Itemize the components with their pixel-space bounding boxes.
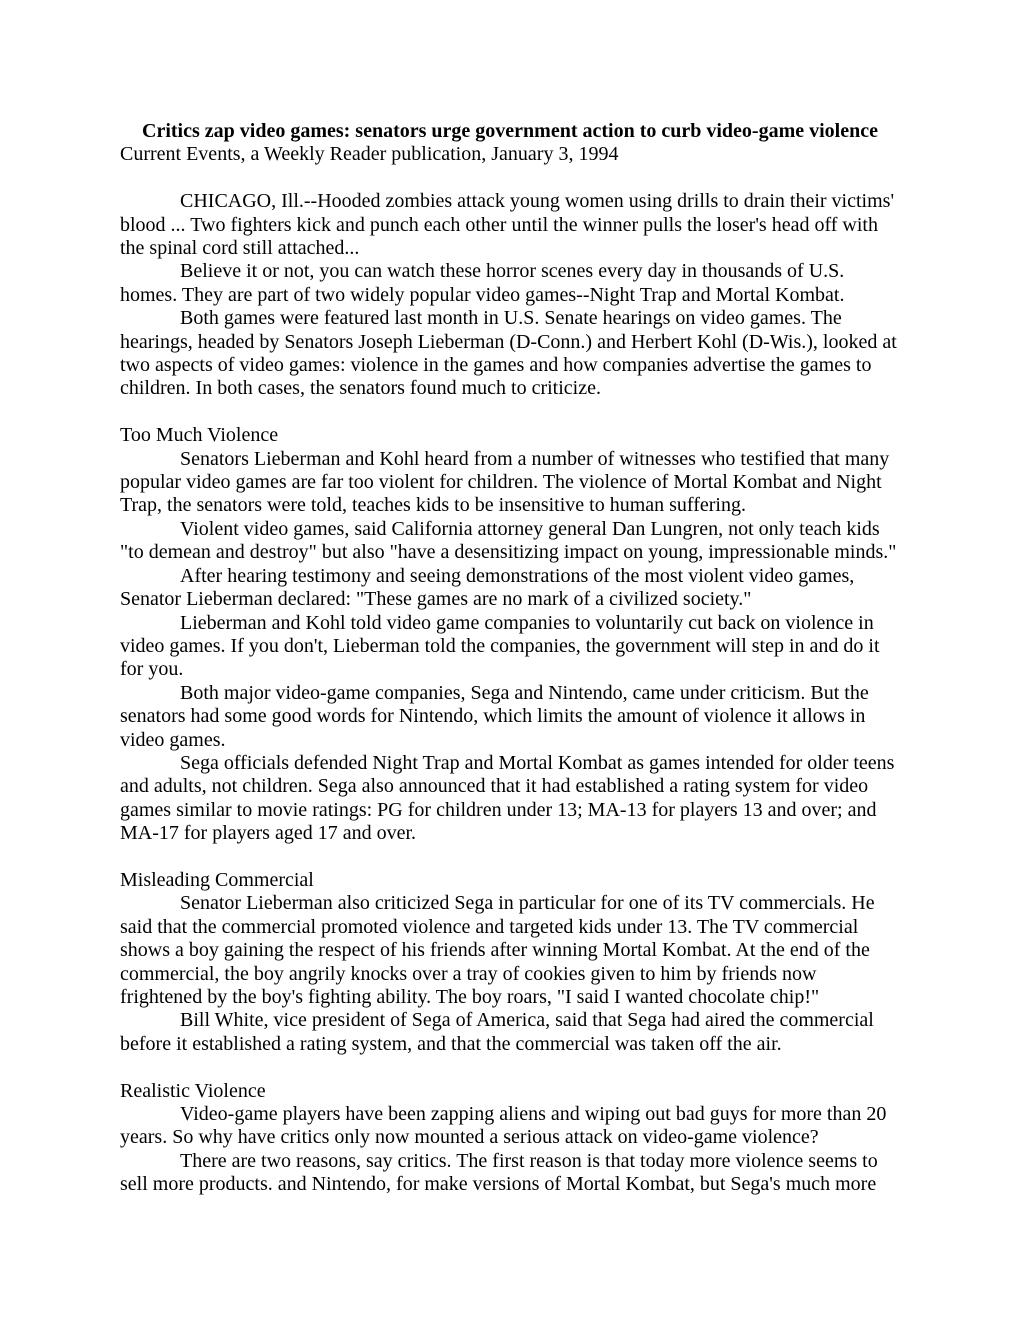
paragraph: Violent video games, said California attorney general Dan Lungren, not only teach kids "to demean and destroy" but also "have a desensitizing impact on young, impressionable minds." (120, 517, 897, 564)
paragraph: After hearing testimony and seeing demonstrations of the most violent video games, Senator Lieberman declared: "These games are no mark of a civilized society." (120, 564, 855, 611)
paragraph: Senator Lieberman also criticized Sega in particular for one of its TV commercials. He said that the commercial promoted violence and targeted kids under 13. The TV commercial shows a boy gaining the respect of his friends after winning Mortal Kombat. At the end of the commercial, the boy angrily knocks over a tray of cookies given to him by friends now frightened by the boy's fighting ability. The boy roars, "I said I wanted chocolate chip!" (120, 892, 875, 1008)
intro-paragraph: Believe it or not, you can watch these horror scenes every day in thousands of U.S. homes. They are part of two widely popular video games--Night Trap and Mortal Kombat. (120, 260, 845, 306)
paragraph: Video-game players have been zapping aliens and wiping out bad guys for more than 20 years. So why have critics only now mounted a serious attack on video-game violence? (120, 1103, 887, 1149)
section-heading-misleading-commercial: Misleading Commercial (120, 868, 314, 891)
section-heading-too-much-violence: Too Much Violence (120, 424, 279, 447)
paragraph: Both major video-game companies, Sega and Nintendo, came under criticism. But the senators had some good words for Nintendo, which limits the amount of violence it allows in video games. (120, 681, 869, 751)
document-page (120, 120, 900, 1197)
paragraph: Sega officials defended Night Trap and Mortal Kombat as games intended for older teens and adults, not children. Sega also announced that it had established a rating system for video games similar to movie ratings: PG for children under 13; MA-13 for players 13 and over; and MA-17 for players aged 17 and over. (120, 751, 895, 845)
article-byline: Current Events, a Weekly Reader publication, January 3, 1994 (120, 143, 619, 166)
paragraph: Bill White, vice president of Sega of America, said that Sega had aired the commercial before it established a rating system, and that the commercial was taken off the air. (120, 1009, 874, 1055)
article-title: Critics zap video games: senators urge government action to curb video-game violence (142, 120, 878, 142)
intro-paragraph: Both games were featured last month in U.S. Senate hearings on video games. The hearings, headed by Senators Joseph Lieberman (D-Conn.) and Herbert Kohl (D-Wis.), looked at two aspects of video games: violence in the games and how companies advertise the games to children. In both cases, the senators found much to criticize. (120, 307, 897, 400)
paragraph: Senators Lieberman and Kohl heard from a number of witnesses who testified that many popular video games are far too violent for children. The violence of Mortal Kombat and Night Trap, the senators were told, teaches kids to be insensitive to human suffering. (120, 447, 890, 517)
paragraph: Lieberman and Kohl told video game companies to voluntarily cut back on violence in video games. If you don't, Lieberman told the companies, the government will step in and do it for you. (120, 611, 880, 681)
section-heading-realistic-violence: Realistic Violence (120, 1079, 266, 1102)
paragraph: There are two reasons, say critics. The first reason is that today more violence seems to sell more products. and Nintendo, for make versions of Mortal Kombat, but Sega's much more (120, 1149, 878, 1196)
intro-paragraph: CHICAGO, Ill.--Hooded zombies attack young women using drills to drain their victims' blood ... Two fighters kick and punch each other until the winner pulls the loser's head off with the spinal cord still attached... (120, 190, 895, 260)
